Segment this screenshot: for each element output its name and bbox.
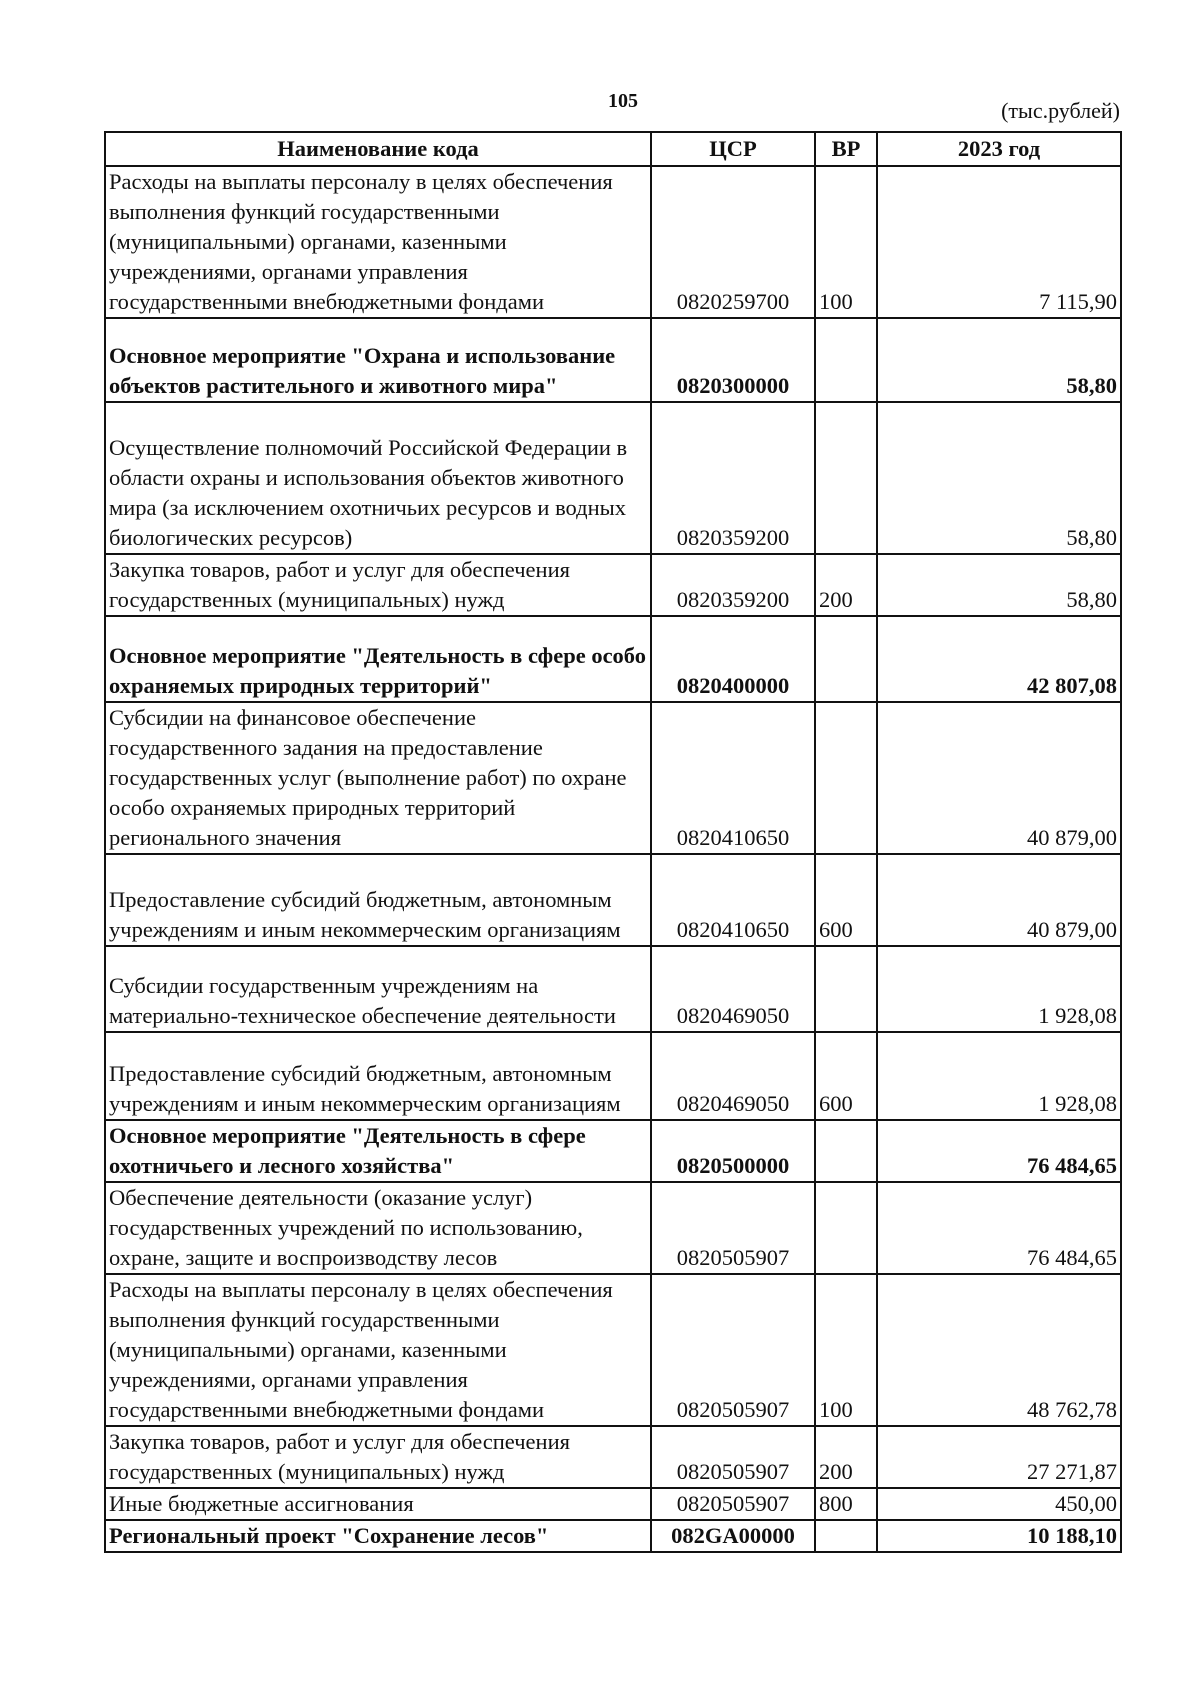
table-row	[105, 1120, 1121, 1182]
header-sum: 2023 год	[877, 132, 1121, 166]
cell-vr: 600	[815, 1032, 877, 1120]
cell-sum: 58,80	[877, 554, 1121, 616]
cell-vr: 200	[815, 1426, 877, 1488]
cell-sum: 450,00	[877, 1488, 1121, 1520]
cell-name: Основное мероприятие "Деятельность в сфере особо охраняемых природных территорий"	[105, 616, 651, 702]
cell-vr	[815, 402, 877, 554]
cell-vr	[815, 616, 877, 702]
cell-name: Основное мероприятие "Деятельность в сфере охотничьего и лесного хозяйства"	[105, 1120, 651, 1182]
cell-name: Субсидии государственным учреждениям на материально-техническое обеспечение деятельности	[105, 946, 651, 1032]
table-row	[105, 854, 1121, 946]
cell-csr: 082GA00000	[651, 1520, 815, 1552]
cell-sum: 27 271,87	[877, 1426, 1121, 1488]
cell-name: Предоставление субсидий бюджетным, автономным учреждениям и иным некоммерческим организациям	[105, 1032, 651, 1120]
cell-csr: 0820400000	[651, 616, 815, 702]
table-row	[105, 702, 1121, 854]
cell-name: Обеспечение деятельности (оказание услуг) государственных учреждений по использованию, охране, защите и воспроизводству лесов	[105, 1182, 651, 1274]
table-row	[105, 1182, 1121, 1274]
cell-vr: 100	[815, 1274, 877, 1426]
cell-vr: 800	[815, 1488, 877, 1520]
table-row	[105, 166, 1121, 318]
table-row	[105, 946, 1121, 1032]
table-row	[105, 554, 1121, 616]
header-name: Наименование кода	[105, 132, 651, 166]
cell-csr: 0820505907	[651, 1488, 815, 1520]
cell-csr: 0820300000	[651, 318, 815, 402]
cell-csr: 0820469050	[651, 1032, 815, 1120]
cell-csr: 0820505907	[651, 1426, 815, 1488]
table-row	[105, 616, 1121, 702]
cell-name: Предоставление субсидий бюджетным, автономным учреждениям и иным некоммерческим организациям	[105, 854, 651, 946]
cell-csr: 0820259700	[651, 166, 815, 318]
cell-vr	[815, 1520, 877, 1552]
cell-csr: 0820505907	[651, 1182, 815, 1274]
cell-sum: 58,80	[877, 402, 1121, 554]
cell-vr	[815, 946, 877, 1032]
page-number: 105	[608, 90, 638, 112]
cell-sum: 48 762,78	[877, 1274, 1121, 1426]
cell-sum: 76 484,65	[877, 1120, 1121, 1182]
table-row	[105, 1032, 1121, 1120]
cell-sum: 10 188,10	[877, 1520, 1121, 1552]
units-label: (тыс.рублей)	[1001, 98, 1120, 123]
table-row	[105, 1426, 1121, 1488]
cell-name: Закупка товаров, работ и услуг для обеспечения государственных (муниципальных) нужд	[105, 1426, 651, 1488]
cell-vr: 200	[815, 554, 877, 616]
cell-sum: 42 807,08	[877, 616, 1121, 702]
cell-name: Расходы на выплаты персоналу в целях обеспечения выполнения функций государственными (муниципальными) органами, казенными учреждениями, органами управления государственными внебюджетными фондами	[105, 166, 651, 318]
cell-csr: 0820410650	[651, 702, 815, 854]
cell-vr: 100	[815, 166, 877, 318]
table-row	[105, 1488, 1121, 1520]
cell-sum: 58,80	[877, 318, 1121, 402]
cell-sum: 76 484,65	[877, 1182, 1121, 1274]
cell-csr: 0820410650	[651, 854, 815, 946]
table-body	[105, 166, 1121, 1552]
cell-vr	[815, 1182, 877, 1274]
cell-sum: 40 879,00	[877, 854, 1121, 946]
cell-sum: 7 115,90	[877, 166, 1121, 318]
table-row	[105, 1520, 1121, 1552]
cell-name: Осуществление полномочий Российской Федерации в области охраны и использования объектов животного мира (за исключением охотничьих ресурсов и водных биологических ресурсов)	[105, 402, 651, 554]
cell-csr: 0820505907	[651, 1274, 815, 1426]
cell-sum: 40 879,00	[877, 702, 1121, 854]
cell-vr	[815, 702, 877, 854]
table-header-row	[105, 132, 1121, 166]
cell-sum: 1 928,08	[877, 946, 1121, 1032]
table-row	[105, 402, 1121, 554]
cell-sum: 1 928,08	[877, 1032, 1121, 1120]
cell-csr: 0820469050	[651, 946, 815, 1032]
cell-vr: 600	[815, 854, 877, 946]
cell-csr: 0820359200	[651, 402, 815, 554]
cell-name: Закупка товаров, работ и услуг для обеспечения государственных (муниципальных) нужд	[105, 554, 651, 616]
header-csr: ЦСР	[651, 132, 815, 166]
cell-name: Субсидии на финансовое обеспечение государственного задания на предоставление государственных услуг (выполнение работ) по охране особо охраняемых природных территорий регионального значения	[105, 702, 651, 854]
cell-name: Расходы на выплаты персоналу в целях обеспечения выполнения функций государственными (муниципальными) органами, казенными учреждениями, органами управления государственными внебюджетными фондами	[105, 1274, 651, 1426]
table-row	[105, 318, 1121, 402]
header-vr: ВР	[815, 132, 877, 166]
cell-vr	[815, 1120, 877, 1182]
table-row	[105, 1274, 1121, 1426]
cell-name: Региональный проект "Сохранение лесов"	[105, 1520, 651, 1552]
cell-name: Основное мероприятие "Охрана и использование объектов растительного и животного мира"	[105, 318, 651, 402]
cell-csr: 0820500000	[651, 1120, 815, 1182]
cell-vr	[815, 318, 877, 402]
cell-csr: 0820359200	[651, 554, 815, 616]
cell-name: Иные бюджетные ассигнования	[105, 1488, 651, 1520]
budget-table	[104, 131, 1122, 1553]
